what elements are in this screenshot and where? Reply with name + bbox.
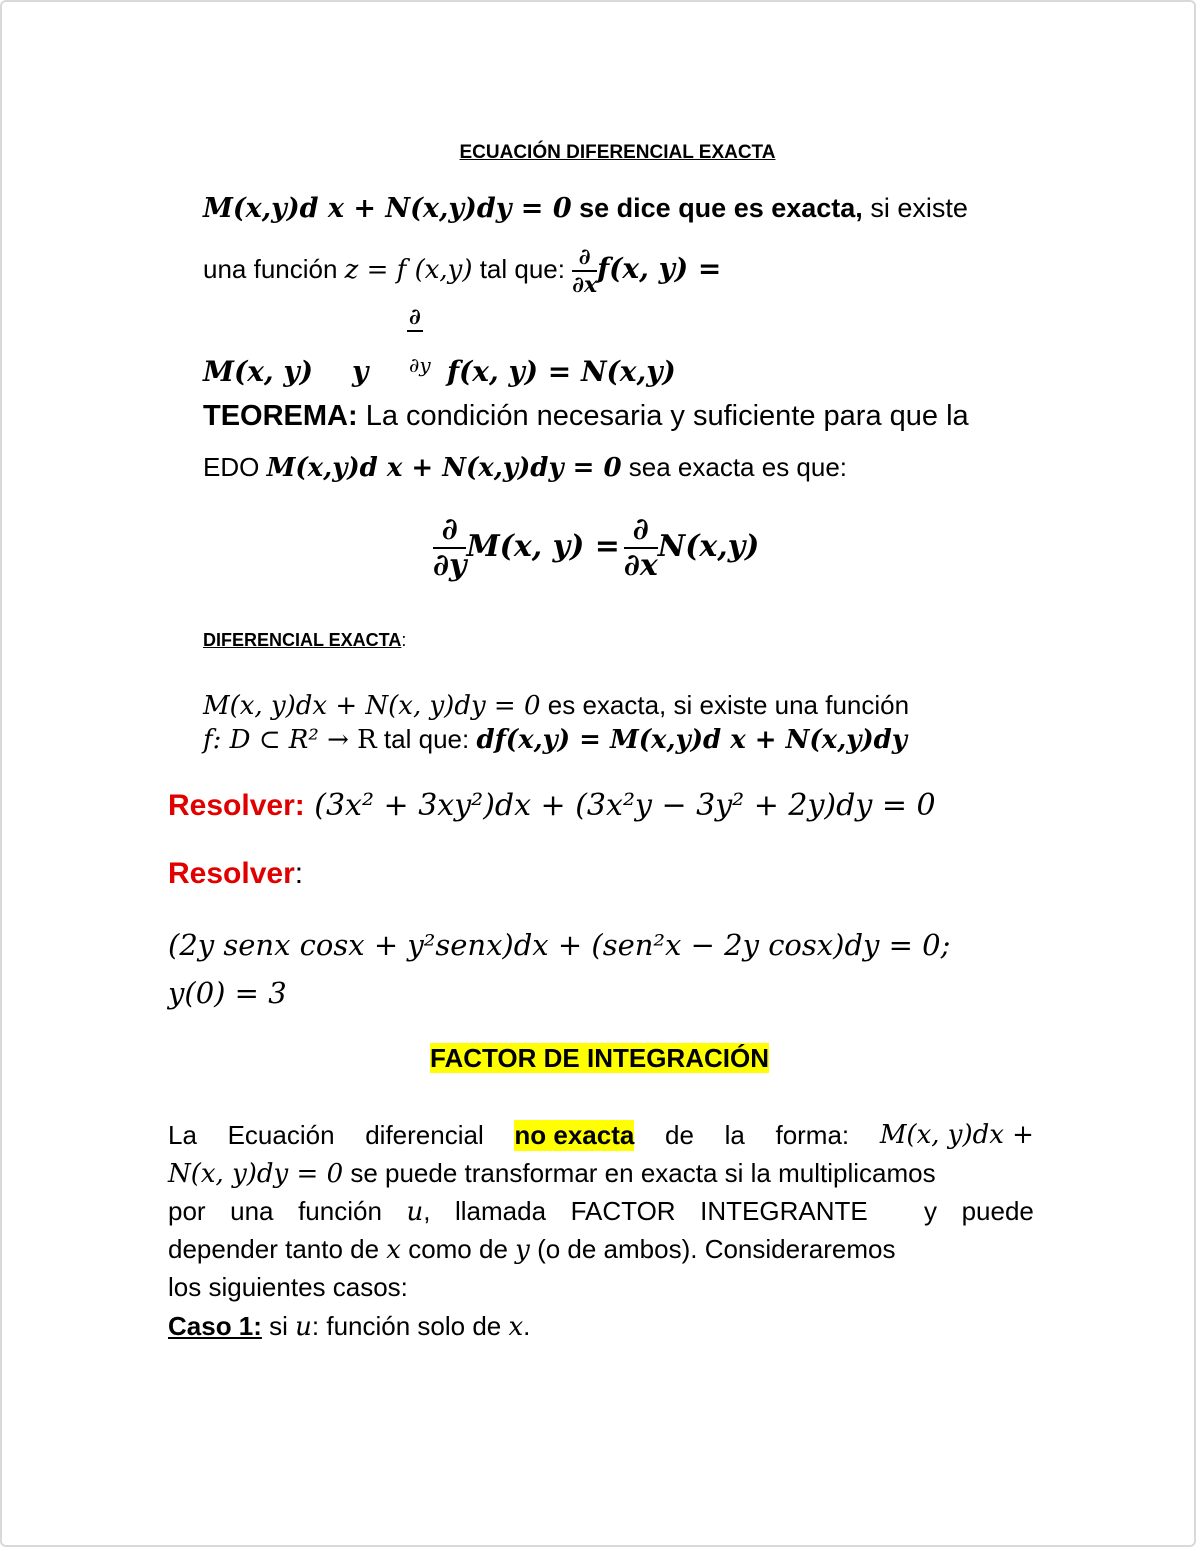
diferencial-exacta-heading: DIFERENCIAL EXACTA: (203, 630, 407, 650)
partial-fraction-x: $\frac{\partial}{\partial x}$ (572, 244, 598, 298)
resolver-equation-2: (2y senx cosx + y²senx)dx + (sen²x − 2y cosx)dy = 0; (168, 928, 951, 962)
caso-1: Caso 1: si u: función solo de x. (168, 1311, 531, 1342)
document-title: ECUACIÓN DIFERENCIAL EXACTA (459, 142, 776, 163)
resolver-1 (168, 788, 936, 823)
definition-line-1 (203, 193, 968, 224)
definition-text: una función (203, 253, 345, 284)
conjunction-y: y (352, 355, 369, 388)
factor-equation-2: N(x, y)dy = 0 (168, 1159, 344, 1189)
edo-label: EDO (203, 452, 267, 482)
exactness-condition (433, 512, 760, 583)
diferencial-line-2 (203, 724, 907, 755)
no-exacta-highlight: no exacta (514, 1120, 635, 1150)
factor-heading: FACTOR DE INTEGRACIÓN (430, 1043, 769, 1073)
factor-line-4: depender tanto de x como de y (o de ambos). Consideraremos (168, 1234, 896, 1265)
definition-line-3 (203, 355, 313, 388)
factor-line-2: N(x, y)dy = 0 se puede transformar en exacta si la multiplicamos (168, 1158, 936, 1189)
factor-line-5: los siguientes casos: (168, 1272, 408, 1302)
total-differential: df(x,y) = M(x,y)d x + N(x,y)dy (476, 725, 907, 755)
theorem-text: La condición necesaria y suficiente para que la (357, 400, 969, 432)
resolver-label-2: Resolver (168, 857, 295, 890)
partial-fraction-y: ∂ (409, 304, 421, 330)
resolver-label-1: Resolver: (168, 789, 305, 822)
theorem-line-1 (203, 400, 969, 433)
m-function: M(x, y) (203, 355, 313, 388)
caso-1-label: Caso 1: (168, 1311, 262, 1341)
resolver-equation-1: (3x² + 3xy²)dx + (3x²y − 3y² + 2y)dy = 0 (304, 788, 936, 823)
initial-condition: y(0) = 3 (168, 976, 287, 1010)
diferencial-equation: M(x, y)dx + N(x, y)dy = 0 (203, 691, 541, 721)
definition-bold-text: se dice que es exacta, (571, 193, 863, 223)
factor-equation-1: M(x, y)dx + (879, 1120, 1034, 1150)
definition-tail: si existe (862, 193, 968, 223)
theorem-label: TEOREMA: (203, 400, 358, 432)
theorem-line-2 (203, 452, 847, 483)
partial-dx-fraction: $\frac{\partial}{\partial x}$ (623, 512, 658, 583)
condition-right: N(x,y) (657, 528, 760, 564)
condition-left: M(x, y) = (466, 528, 620, 564)
diferencial-text: es exacta, si existe una función (540, 690, 910, 720)
partial-dy-fraction: $\frac{\partial}{\partial y}$ (433, 512, 467, 583)
exact-equation: M(x,y)d x + N(x,y)dy = 0 (203, 193, 572, 224)
function-domain: f: D ⊂ R² → (203, 725, 358, 755)
partial-f-y: f(x, y) = N(x,y) (447, 355, 676, 388)
theorem-tail: sea exacta es que: (621, 452, 848, 482)
theorem-equation: M(x,y)d x + N(x,y)dy = 0 (266, 453, 622, 483)
codomain-r: R (357, 725, 377, 755)
definition-line-2 (203, 246, 721, 296)
tal-que-text: tal que: (472, 253, 573, 284)
factor-line-3: por una función u, llamada FACTOR INTEGRANTE y puede (168, 1196, 1034, 1227)
function-z: z = f (x,y) (344, 254, 473, 285)
tal-que-text-2: tal que: (376, 724, 477, 754)
partial-den-y: ∂y (409, 353, 431, 377)
factor-line-1: La Ecuación diferencial no exacta de la forma: M(x, y)dx + (168, 1120, 1034, 1150)
diferencial-line-1 (203, 690, 909, 721)
partial-f-x: f(x, y) = (597, 251, 722, 285)
resolver-2: Resolver: (168, 857, 304, 890)
